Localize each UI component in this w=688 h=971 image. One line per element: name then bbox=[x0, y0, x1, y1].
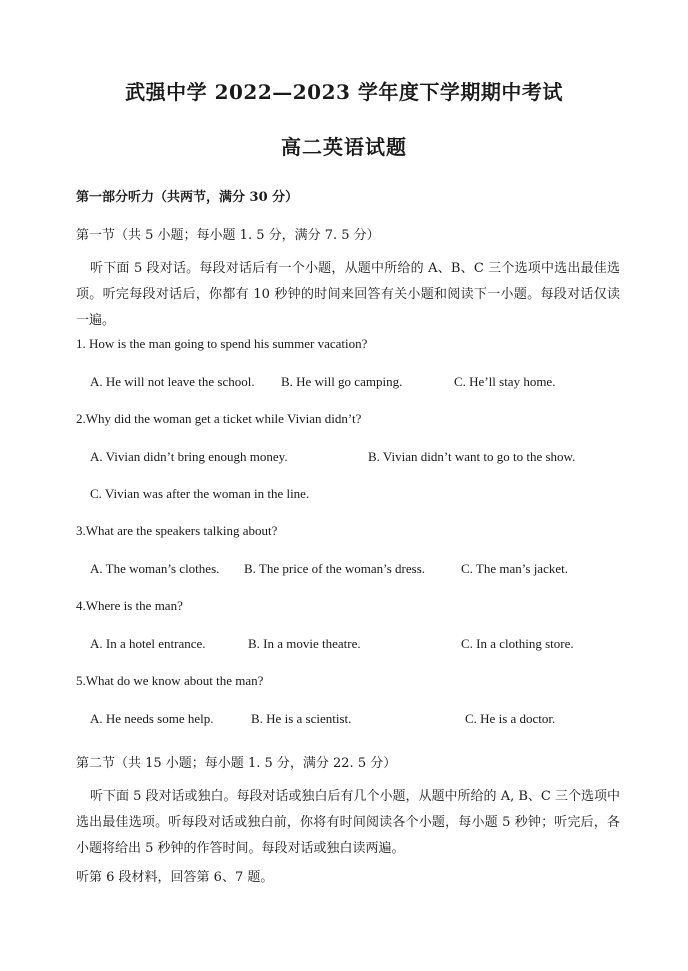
section2-heading: 第二节（共 15 小题；每小题 1. 5 分，满分 22. 5 分） bbox=[76, 756, 397, 771]
question-1-option-b: B. He will go camping. bbox=[281, 374, 403, 389]
section1-heading: 第一节（共 5 小题；每小题 1. 5 分，满分 7. 5 分） bbox=[76, 228, 380, 243]
question-2: 2.Why did the woman get a ticket while Vivian didn’t? bbox=[76, 411, 362, 426]
question-4-option-c: C. In a clothing store. bbox=[461, 636, 574, 651]
question-4-option-a: A. In a hotel entrance. bbox=[90, 636, 206, 651]
question-2-option-a: A. Vivian didn’t bring enough money. bbox=[90, 449, 288, 464]
part1-heading: 第一部分听力（共两节，满分 30 分） bbox=[76, 190, 299, 205]
question-5: 5.What do we know about the man? bbox=[76, 673, 264, 688]
question-3-option-b: B. The price of the woman’s dress. bbox=[244, 561, 425, 576]
question-5-option-b: B. He is a scientist. bbox=[251, 711, 352, 726]
question-2-option-c: C. Vivian was after the woman in the line. bbox=[90, 486, 310, 501]
question-2-option-b: B. Vivian didn’t want to go to the show. bbox=[368, 449, 576, 464]
section2-instructions: 听下面 5 段对话或独白。每段对话或独白后有几个小题，从题中所给的 A, B、C 三个选项中选出最佳选项。听每段对话或独白前，你将有时间阅读各个小题，每小题 5 秒钟；听完后，各小题将给出 5 秒钟的作答时间。每段对话或独白读两遍。 bbox=[76, 789, 620, 856]
question-4: 4.Where is the man? bbox=[76, 598, 183, 613]
question-3: 3.What are the speakers talking about? bbox=[76, 523, 278, 538]
question-1-option-c: C. He’ll stay home. bbox=[454, 374, 556, 389]
question-5-option-c: C. He is a doctor. bbox=[465, 711, 556, 726]
question-3-option-a: A. The woman’s clothes. bbox=[90, 561, 220, 576]
question-4-option-b: B. In a movie theatre. bbox=[248, 636, 361, 651]
section1-instructions: 听下面 5 段对话。每段对话后有一个小题，从题中所给的 A、B、C 三个选项中选出最佳选项。听完每段对话后，你都有 10 秒钟的时间来回答有关小题和阅读下一小题。每段对话仅读一遍。 bbox=[76, 261, 620, 328]
exam-title: 武强中学 2022—2023 学年度下学期期中考试 bbox=[125, 80, 563, 104]
section2-material-note: 听第 6 段材料，回答第 6、7 题。 bbox=[76, 870, 274, 885]
exam-subtitle: 高二英语试题 bbox=[281, 135, 407, 159]
question-1-option-a: A. He will not leave the school. bbox=[90, 374, 255, 389]
question-5-option-a: A. He needs some help. bbox=[90, 711, 214, 726]
question-1: 1. How is the man going to spend his summer vacation? bbox=[76, 336, 368, 351]
question-3-option-c: C. The man’s jacket. bbox=[461, 561, 568, 576]
